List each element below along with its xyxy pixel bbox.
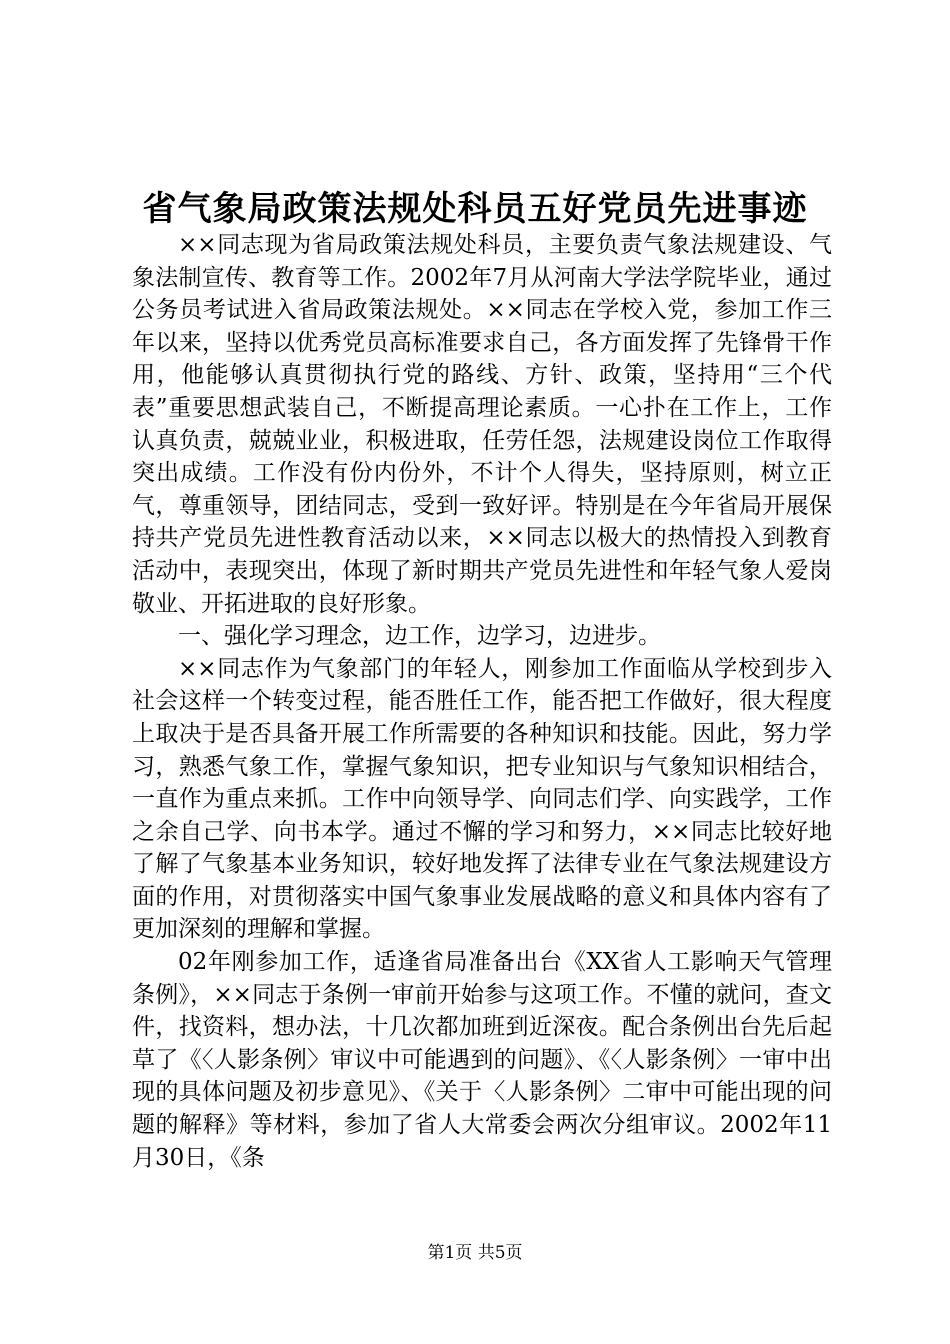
paragraph-learning: ××同志作为气象部门的年轻人，刚参加工作面临从学校到步入社会这样一个转变过程，能否胜任工作，能否把工作做好，很大程度上取决于是否具备开展工作所需要的各种知识和技能。因此，努力学习，熟悉气象工作，掌握气象知识，把专业知识与气象知识相结合，一直作为重点来抓。工作中向领导学、向同志们学、向实践学，工作之余自己学、向书本学。通过不懈的学习和努力，××同志比较好地了解了气象基本业务知识，较好地发挥了法律专业在气象法规建设方面的作用，对贯彻落实中国气象事业发展战略的意义和具体内容有了更加深刻的理解和掌握。 xyxy=(132,655,832,943)
section-heading-1: 一、强化学习理念，边工作，边学习，边进步。 xyxy=(178,623,661,650)
document-title: 省气象局政策法规处科员五好党员先进事迹 xyxy=(142,189,808,229)
paragraph-regulation: 02年刚参加工作，适逢省局准备出台《XX省人工影响天气管理条例》，××同志于条例一审前开始参与这项工作。不懂的就问，查文件，找资料，想办法，十几次都加班到近深夜。配合条例出台先后起草了《〈人影条例〉审议中可能遇到的问题》、《〈人影条例〉一审中出现的具体问题及初步意见》、《关于〈人影条例〉二审中可能出现的问题的解释》等材料，参加了省人大常委会两次分组审议。2002年11月30日，《条 xyxy=(132,949,832,1171)
document-body xyxy=(132,229,832,1174)
paragraph-intro: ××同志现为省局政策法规处科员，主要负责气象法规建设、气象法制宣传、教育等工作。2002年7月从河南大学法学院毕业，通过公务员考试进入省局政策法规处。××同志在学校入党，参加工作三年以来，坚持以优秀党员高标准要求自己，各方面发挥了先锋骨干作用，他能够认真贯彻执行党的路线、方针、政策，坚持用“三个代表”重要思想武装自己，不断提高理论素质。一心扑在工作上，工作认真负责，兢兢业业，积极进取，任劳任怨，法规建设岗位工作取得突出成绩。工作没有份内份外，不计个人得失，坚持原则，树立正气，尊重领导，团结同志，受到一致好评。特别是在今年省局开展保持共产党员先进性教育活动以来，××同志以极大的热情投入到教育活动中，表现突出，体现了新时期共产党员先进性和年轻气象人爱岗敬业、开拓进取的良好形象。 xyxy=(132,232,832,617)
page-number-footer: 第1页 共5页 xyxy=(427,1243,523,1263)
